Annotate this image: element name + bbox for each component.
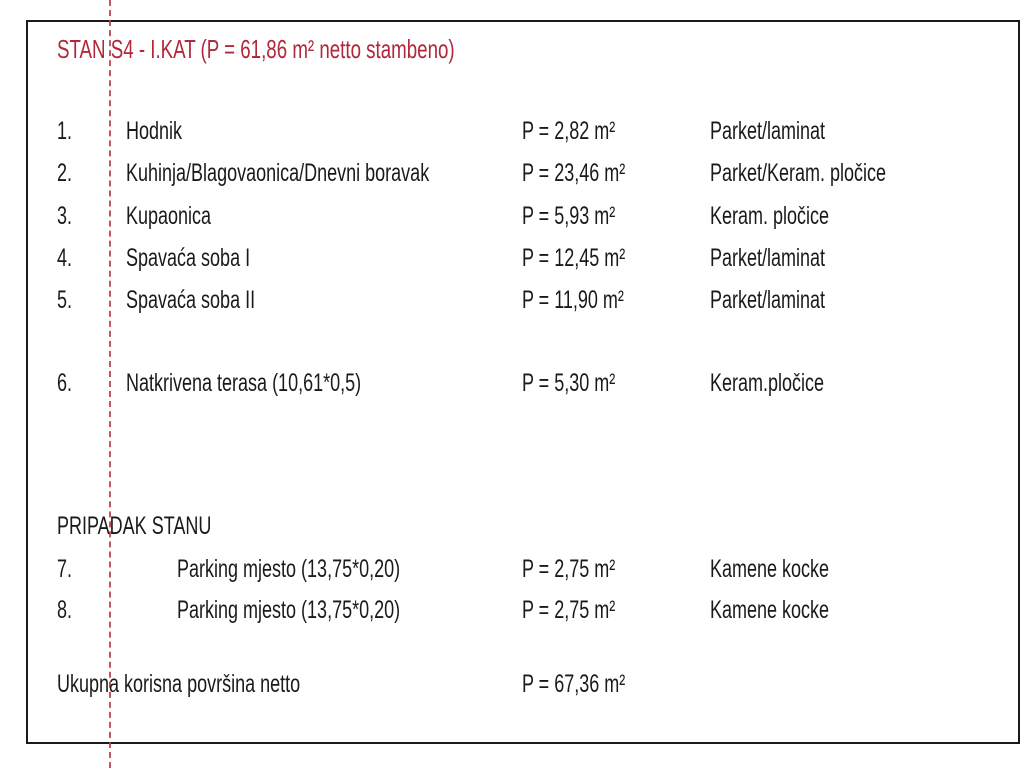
- row-5-material: Parket/laminat: [710, 286, 826, 314]
- row-2-name: Kuhinja/Blagovaonica/Dnevni boravak: [126, 159, 430, 187]
- row-6-area: P = 5,30 m²: [522, 369, 616, 397]
- row-5-name: Spavaća soba II: [126, 286, 256, 314]
- row-6-material: Keram.pločice: [710, 369, 825, 397]
- row-7-area: P = 2,75 m²: [522, 555, 616, 583]
- row-2-num: 2.: [57, 159, 73, 187]
- row-2-material: Parket/Keram. pločice: [710, 159, 887, 187]
- row-8-area: P = 2,75 m²: [522, 596, 616, 624]
- row-1-num: 1.: [57, 117, 73, 145]
- row-8-num: 8.: [57, 596, 73, 624]
- row-3-area: P = 5,93 m²: [522, 202, 616, 230]
- row-1-material: Parket/laminat: [710, 117, 826, 145]
- row-6-num: 6.: [57, 369, 73, 397]
- total-area: P = 67,36 m²: [522, 670, 626, 698]
- row-4-name: Spavaća soba I: [126, 244, 251, 272]
- row-3-num: 3.: [57, 202, 73, 230]
- row-8-name: Parking mjesto (13,75*0,20): [177, 596, 401, 624]
- total-label: Ukupna korisna površina netto: [57, 670, 301, 698]
- row-5-num: 5.: [57, 286, 73, 314]
- page-title-text: STAN S4 - I.KAT (P = 61,86 m² netto stambeno): [57, 34, 455, 64]
- row-5-area: P = 11,90 m²: [522, 286, 624, 314]
- row-7-name: Parking mjesto (13,75*0,20): [177, 555, 401, 583]
- section-heading: PRIPADAK STANU: [57, 512, 212, 540]
- row-7-num: 7.: [57, 555, 73, 583]
- row-4-area: P = 12,45 m²: [522, 244, 626, 272]
- row-1-name: Hodnik: [126, 117, 183, 145]
- row-6-name: Natkrivena terasa (10,61*0,5): [126, 369, 362, 397]
- row-3-material: Keram. pločice: [710, 202, 830, 230]
- row-7-material: Kamene kocke: [710, 555, 830, 583]
- row-4-num: 4.: [57, 244, 73, 272]
- row-4-material: Parket/laminat: [710, 244, 826, 272]
- row-3-name: Kupaonica: [126, 202, 212, 230]
- row-8-material: Kamene kocke: [710, 596, 830, 624]
- row-1-area: P = 2,82 m²: [522, 117, 616, 145]
- page-title: [57, 34, 609, 65]
- row-2-area: P = 23,46 m²: [522, 159, 626, 187]
